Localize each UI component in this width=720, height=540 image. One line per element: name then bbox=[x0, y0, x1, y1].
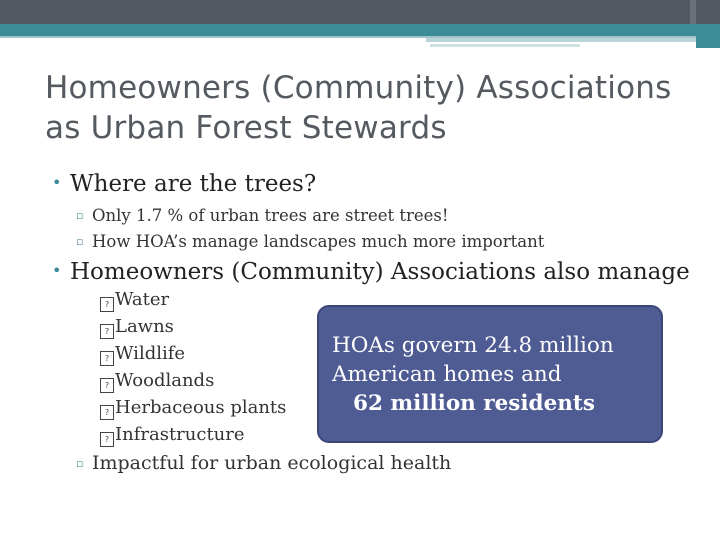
sub-bullet-square-icon: ▫ bbox=[76, 457, 84, 470]
header-bar-teal bbox=[0, 24, 720, 36]
list-item-text: Water bbox=[115, 289, 170, 310]
bullet-text: Where are the trees? bbox=[70, 171, 317, 197]
header-strip-secondary bbox=[430, 44, 580, 47]
sub-bullet-text: How HOA’s manage landscapes much more important bbox=[92, 232, 545, 251]
hoa-stats-callout bbox=[317, 305, 663, 443]
header-bar-dark bbox=[0, 0, 690, 24]
callout-line1: HOAs govern 24.8 million bbox=[332, 333, 614, 358]
list-item-wildlife bbox=[100, 343, 185, 366]
sub-bullet-ecological-health bbox=[76, 451, 451, 476]
sub-bullet-text: Impactful for urban ecological health bbox=[92, 452, 452, 474]
list-item-infrastructure bbox=[100, 424, 245, 447]
list-item-text: Herbaceous plants bbox=[115, 397, 287, 418]
list-item-woodlands bbox=[100, 370, 214, 393]
sub-bullet-text: Only 1.7 % of urban trees are street trees! bbox=[92, 206, 449, 225]
callout-line3: 62 million residents bbox=[353, 391, 595, 416]
slide-title-line2: as Urban Forest Stewards bbox=[45, 110, 447, 146]
header-bar-teal-corner bbox=[696, 24, 720, 48]
bullet-text: Homeowners (Community) Associations also manage bbox=[70, 259, 690, 285]
missing-glyph-icon: ? bbox=[100, 324, 114, 339]
list-item-herbaceous-plants bbox=[100, 397, 286, 420]
sub-bullet-hoa-landscapes bbox=[76, 231, 544, 253]
sub-bullet-square-icon: ▫ bbox=[76, 209, 84, 222]
sub-bullet-square-icon: ▫ bbox=[76, 235, 84, 248]
missing-glyph-icon: ? bbox=[100, 432, 114, 447]
missing-glyph-icon: ? bbox=[100, 405, 114, 420]
list-item-water bbox=[100, 289, 169, 312]
header-bar-corner bbox=[696, 0, 720, 24]
bullet-dot-icon: • bbox=[52, 261, 62, 280]
callout-line2: American homes and bbox=[332, 362, 562, 387]
list-item-text: Lawns bbox=[115, 316, 174, 337]
missing-glyph-icon: ? bbox=[100, 378, 114, 393]
missing-glyph-icon: ? bbox=[100, 297, 114, 312]
list-item-text: Woodlands bbox=[115, 370, 215, 391]
missing-glyph-icon: ? bbox=[100, 351, 114, 366]
list-item-lawns bbox=[100, 316, 174, 339]
bullet-where-are-trees bbox=[52, 169, 316, 198]
sub-bullet-street-trees bbox=[76, 205, 449, 227]
header-strip bbox=[426, 38, 696, 42]
slide-title-line1: Homeowners (Community) Associations bbox=[45, 70, 672, 106]
bullet-dot-icon: • bbox=[52, 173, 62, 192]
list-item-text: Wildlife bbox=[115, 343, 186, 364]
bullet-hoa-manage bbox=[52, 257, 690, 286]
list-item-text: Infrastructure bbox=[115, 424, 245, 445]
slide-title bbox=[45, 68, 695, 148]
